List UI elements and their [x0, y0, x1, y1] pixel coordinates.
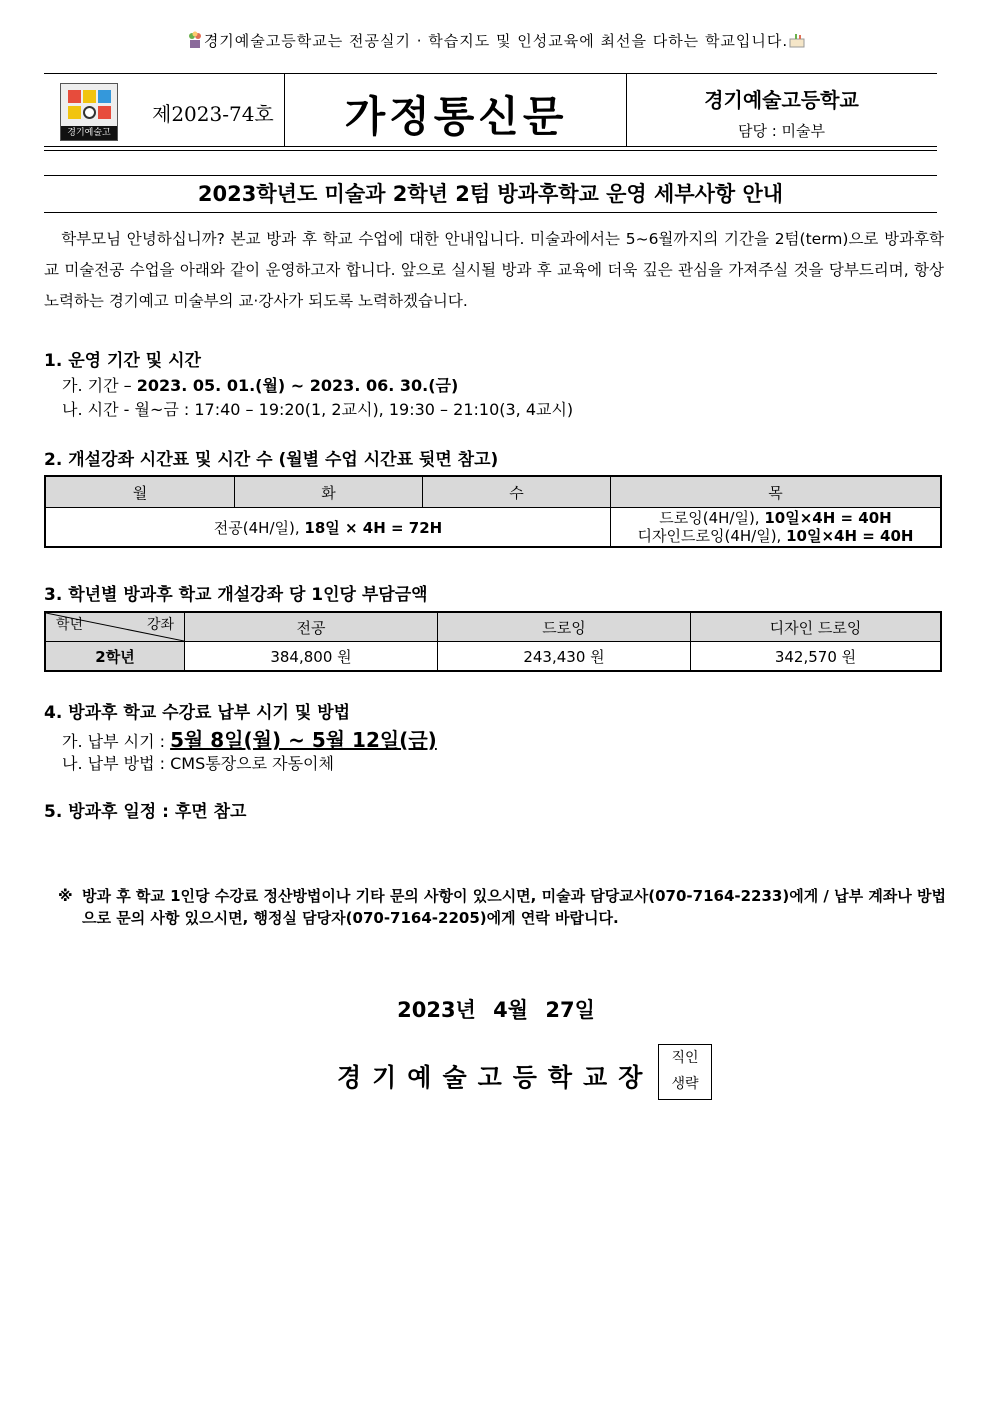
title-bottom-rule	[44, 212, 937, 213]
col-thu: 목	[611, 476, 942, 508]
intro-text: 학부모님 안녕하십니까? 본교 방과 후 학교 수업에 대한 안내입니다. 미술과에서는 5~6월까지의 기간을 2텀(term)으로 방과후학교 미술전공 수업을 아래와 같이 운영하고자 합니다. 앞으로 실시될 방과 후 교육에 더욱 깊은 관심을 가져주실 것을 당부드리며, 항상 노력하는 경기예고 미술부의 교·강사가 되도록 노력하겠습니다.	[44, 230, 945, 310]
issue-number: 제2023-74호	[152, 102, 274, 126]
due-value: 5월 8일(월) ~ 5월 12일(금)	[170, 728, 437, 752]
section1-time: 나. 시간 - 월~금 : 17:40 – 19:20(1, 2교시), 19:30 – 21:10(3, 4교시)	[62, 400, 574, 419]
flower-pot-icon	[186, 31, 204, 49]
school-motto	[0, 30, 992, 51]
seal-line2: 생략	[671, 1076, 699, 1092]
mon-wed-value: 18일 × 4H = 72H	[304, 518, 443, 537]
seal-line1: 직인	[671, 1050, 699, 1066]
newsletter-title: 가정통신문	[344, 92, 568, 141]
thu-line2-value: 10일×4H = 40H	[786, 527, 914, 545]
thu-line2-label: 디자인드로잉(4H/일),	[637, 527, 787, 545]
department-label: 담당 : 미술부	[737, 122, 826, 140]
document-title: 2023학년도 미술과 2학년 2텀 방과후학교 운영 세부사항 안내	[197, 182, 784, 206]
section4-due	[62, 724, 437, 753]
cake-icon	[788, 31, 806, 49]
note-mark: ※	[58, 887, 73, 905]
row-label: 2학년	[45, 642, 185, 672]
issue-date: 2023년 4월 27일	[397, 998, 595, 1022]
title-top-rule	[44, 175, 937, 176]
corner-cell	[45, 612, 185, 642]
section4-heading: 4. 방과후 학교 수강료 납부 시기 및 방법	[44, 703, 351, 723]
note-text: 방과 후 학교 1인당 수강료 정산방법이나 기타 문의 사항이 있으시면, 미술과 담당교사(070-7164-2233)에게 / 납부 계좌나 방법으로 문의 사항 있으시면, 행정실 담당자(070-7164-2205)에게 연락 바랍니다.	[82, 887, 946, 927]
section4-method: 나. 납부 방법 : CMS통장으로 자동이체	[62, 754, 334, 773]
section1-period	[62, 373, 458, 396]
thu-line2	[611, 527, 940, 545]
section2-heading: 2. 개설강좌 시간표 및 시간 수 (월별 수업 시간표 뒷면 참고)	[44, 450, 499, 470]
fee-major: 384,800 원	[185, 642, 438, 672]
logo-caption: 경기예술고	[61, 126, 117, 140]
principal-name: 경기예술고등학교장	[337, 1063, 654, 1092]
fee-design-drawing: 342,570 원	[691, 642, 942, 672]
col-wed: 수	[423, 476, 611, 508]
thu-line1	[611, 509, 940, 527]
col-drawing: 드로잉	[438, 612, 691, 642]
header-bottom-rule	[44, 146, 937, 151]
period-value: 2023. 05. 01.(월) ~ 2023. 06. 30.(금)	[136, 376, 459, 395]
newsletter-header	[44, 74, 937, 146]
thu-line1-label: 드로잉(4H/일),	[659, 509, 765, 527]
seal-box	[658, 1044, 712, 1100]
col-design-drawing: 디자인 드로잉	[691, 612, 942, 642]
intro-paragraph	[44, 224, 944, 317]
corner-left-label: 학년	[56, 617, 84, 633]
section1-heading: 1. 운영 기간 및 시간	[44, 351, 201, 371]
contact-note	[58, 885, 946, 929]
table-header-row	[45, 476, 941, 508]
mon-wed-cell	[45, 508, 611, 548]
thu-cell	[611, 508, 942, 548]
period-label: 가. 기간 –	[62, 376, 137, 395]
due-label: 가. 납부 시기 :	[62, 732, 171, 751]
section5-heading: 5. 방과후 일정 : 후면 참고	[44, 802, 247, 822]
table-row	[45, 642, 941, 672]
col-tue: 화	[235, 476, 423, 508]
table-header-row	[45, 612, 941, 642]
mon-wed-label: 전공(4H/일),	[213, 518, 305, 537]
corner-right-label: 강좌	[146, 617, 174, 633]
school-logo	[60, 83, 118, 141]
motto-text: 경기예술고등학교는 전공실기 · 학습지도 및 인성교육에 최선을 다하는 학교입니다.	[203, 32, 789, 50]
header-divider	[284, 74, 285, 146]
thu-line1-value: 10일×4H = 40H	[764, 509, 892, 527]
col-mon: 월	[45, 476, 235, 508]
col-major: 전공	[185, 612, 438, 642]
table-row	[45, 508, 941, 548]
school-name: 경기예술고등학교	[704, 88, 859, 112]
fee-table	[44, 611, 942, 672]
fee-drawing: 243,430 원	[438, 642, 691, 672]
schedule-table	[44, 475, 942, 548]
section3-heading: 3. 학년별 방과후 학교 개설강좌 당 1인당 부담금액	[44, 585, 428, 605]
